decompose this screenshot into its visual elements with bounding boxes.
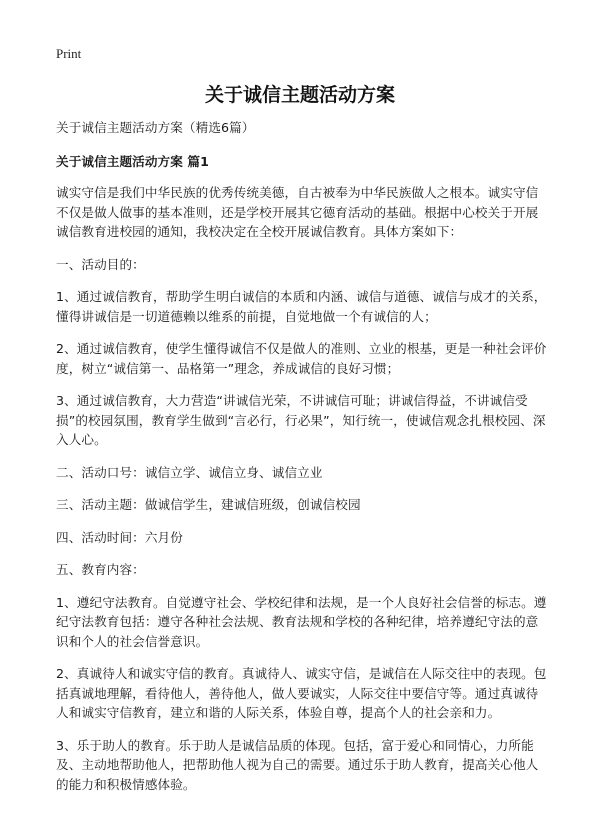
paragraph-purpose-2: 2、通过诚信教育，使学生懂得诚信不仅是做人的准则、立业的根基，更是一种社会评价度，树立“诚信第一、品格第一”理念，养成诚信的良好习惯； bbox=[56, 341, 547, 376]
paragraph-theme: 三、活动主题：做诚信学生，建诚信班级，创诚信校园 bbox=[56, 497, 361, 512]
paragraph-intro: 诚实守信是我们中华民族的优秀传统美德，自古被奉为中华民族做人之根本。诚实守信不仅是做人做事的基本准则，还是学校开展其它德育活动的基础。根据中心校关于开展诚信教育进校园的通知，我校决定在全校开展诚信教育。具体方案如下： bbox=[56, 185, 539, 239]
paragraph-content-1: 1、遵纪守法教育。自觉遵守社会、学校纪律和法规，是一个人良好社会信誉的标志。遵纪守法教育包括：遵守各种社会法规、教育法规和学校的各种纪律，培养遵纪守法的意识和个人的社会信誉意识。 bbox=[56, 594, 547, 649]
document-body bbox=[56, 118, 550, 807]
document-subtitle: 关于诚信主题活动方案（精选6篇） bbox=[56, 120, 255, 135]
paragraph-purpose-heading: 一、活动目的： bbox=[56, 256, 145, 272]
paragraph-slogan: 二、活动口号：诚信立学、诚信立身、诚信立业 bbox=[56, 464, 323, 480]
paragraph-time: 四、活动时间：六月份 bbox=[56, 529, 183, 545]
section-heading: 关于诚信主题活动方案 篇1 bbox=[56, 153, 209, 169]
paragraph-purpose-1: 1、通过诚信教育，帮助学生明白诚信的本质和内涵、诚信与道德、诚信与成才的关系，懂得讲诚信是一切道德赖以维系的前提，自觉地做一个有诚信的人； bbox=[56, 289, 547, 324]
page-title: 关于诚信主题活动方案 bbox=[204, 84, 395, 106]
paragraph-content-3: 3、乐于助人的教育。乐于助人是诚信品质的体现。包括，富于爱心和同情心，力所能及、主动地帮助他人，把帮助他人视为自己的需要。通过乐于助人教育，提高关心他人的能力和积极情感体验。 bbox=[56, 737, 539, 792]
paragraph-content-heading: 五、教育内容： bbox=[56, 562, 145, 577]
paragraph-purpose-3: 3、通过诚信教育，大力营造“讲诚信光荣，不讲诚信可耻；讲诚信得益，不讲诚信受损”的校园氛围，教育学生做到“言必行，行必果”，知行统一，使诚信观念扎根校园、深入人心。 bbox=[56, 393, 546, 447]
paragraph-content-2: 2、真诚待人和诚实守信的教育。真诚待人、诚实守信，是诚信在人际交往中的表现。包括真诚地理解，看待他人，善待他人，做人要诚实，人际交往中要信守等。通过真诚待人和诚实守信教育，建立和谐的人际关系，体验自尊，提高个人的社会亲和力。 bbox=[56, 666, 547, 720]
print-label: Print bbox=[56, 46, 82, 61]
